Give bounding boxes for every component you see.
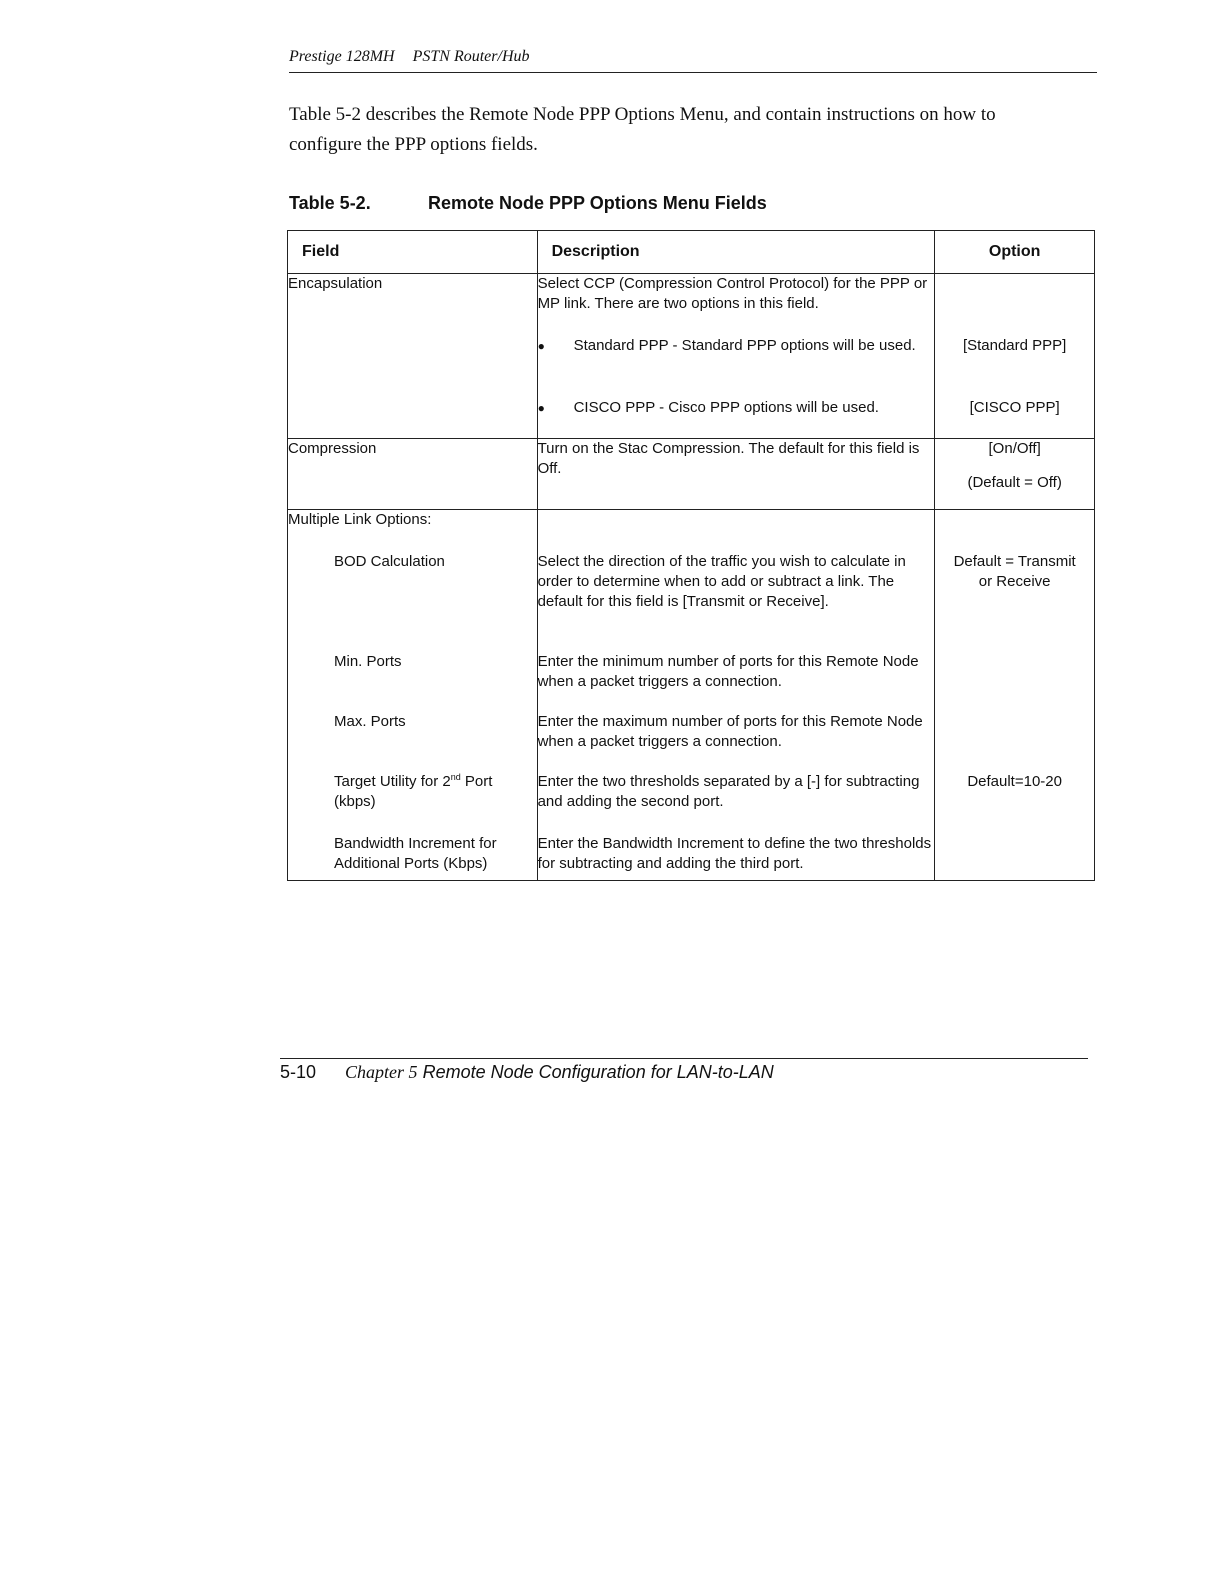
- table-row-multilink: [288, 510, 1095, 881]
- page-footer: [280, 1062, 774, 1083]
- header-subtitle: PSTN Router/Hub: [412, 48, 530, 65]
- bullet-standard-ppp-text: Standard PPP - Standard PPP options will be used.: [573, 337, 916, 354]
- option-on-off: [On/Off]: [988, 440, 1041, 457]
- field-bandwidth-increment: Bandwidth Increment for Additional Ports (Kbps): [334, 835, 497, 872]
- table-row-compression: [288, 439, 1095, 510]
- option-bod-default: Default = Transmit or Receive: [953, 553, 1076, 590]
- field-target-utility: [288, 772, 537, 834]
- bullet-cisco-ppp-text: CISCO PPP - Cisco PPP options will be used.: [573, 399, 879, 416]
- field-min-ports: Min. Ports: [334, 653, 402, 670]
- header-product: Prestige 128MH: [289, 48, 395, 65]
- desc-bandwidth-increment: Enter the Bandwidth Increment to define the two thresholds for subtracting and adding the third port.: [537, 835, 932, 872]
- encapsulation-desc-text: Select CCP (Compression Control Protocol) for the PPP or MP link. There are two options in this field.: [537, 275, 928, 312]
- option-cisco-ppp: [CISCO PPP]: [969, 399, 1060, 416]
- option-multilink: [935, 510, 1095, 881]
- bullet-standard-ppp: [538, 336, 935, 398]
- table-number: Table 5-2.: [289, 193, 371, 213]
- ppp-options-table: [287, 230, 1095, 881]
- table-header-row: [288, 231, 1095, 274]
- target-field-text-b: Port (kbps): [334, 773, 493, 810]
- desc-multilink: [537, 510, 935, 881]
- option-default-off: (Default = Off): [967, 474, 1062, 491]
- field-max-ports: Max. Ports: [334, 713, 406, 730]
- field-multilink-label: Multiple Link Options:: [288, 511, 432, 528]
- field-bod-calculation: BOD Calculation: [334, 553, 445, 570]
- option-target-default: Default=10-20: [967, 773, 1062, 790]
- desc-encapsulation: [537, 274, 935, 439]
- desc-compression: Turn on the Stac Compression. The default for this field is Off.: [537, 439, 935, 510]
- field-multilink: [288, 510, 538, 881]
- chapter-label: Chapter 5: [345, 1062, 418, 1082]
- footer-rule: [280, 1058, 1088, 1059]
- header-option: Option: [935, 231, 1095, 274]
- desc-target-utility: Enter the two thresholds separated by a [-] for subtracting and adding the second port.: [537, 773, 920, 810]
- desc-bod-calculation: Select the direction of the traffic you wish to calculate in order to determine when to add or subtract a link. The default for this field is [Transmit or Receive].: [537, 553, 906, 610]
- chapter-title: Remote Node Configuration for LAN-to-LAN: [422, 1062, 774, 1082]
- option-encapsulation: [935, 274, 1095, 439]
- header-description: Description: [537, 231, 935, 274]
- table-title: Remote Node PPP Options Menu Fields: [428, 193, 767, 213]
- running-header: [289, 48, 1097, 73]
- option-compression: [935, 439, 1095, 510]
- target-field-sup: nd: [450, 772, 461, 782]
- page-number: 5-10: [280, 1062, 317, 1082]
- intro-paragraph: Table 5-2 describes the Remote Node PPP Options Menu, and contain instructions on how to configure the PPP options fields.: [289, 104, 996, 155]
- table-row-encapsulation: [288, 274, 1095, 439]
- field-encapsulation: Encapsulation: [288, 274, 538, 439]
- header-field: Field: [288, 231, 538, 274]
- bullet-dot-icon: ●: [537, 401, 545, 415]
- bullet-cisco-ppp: [538, 398, 935, 418]
- bullet-dot-icon: ●: [537, 339, 545, 353]
- desc-min-ports: Enter the minimum number of ports for this Remote Node when a packet triggers a connection.: [537, 653, 919, 690]
- desc-max-ports: Enter the maximum number of ports for this Remote Node when a packet triggers a connection.: [537, 713, 923, 750]
- target-field-text: Target Utility for 2: [334, 773, 451, 790]
- table-caption: [289, 193, 767, 214]
- option-standard-ppp: [Standard PPP]: [962, 337, 1067, 354]
- field-compression: Compression: [288, 439, 538, 510]
